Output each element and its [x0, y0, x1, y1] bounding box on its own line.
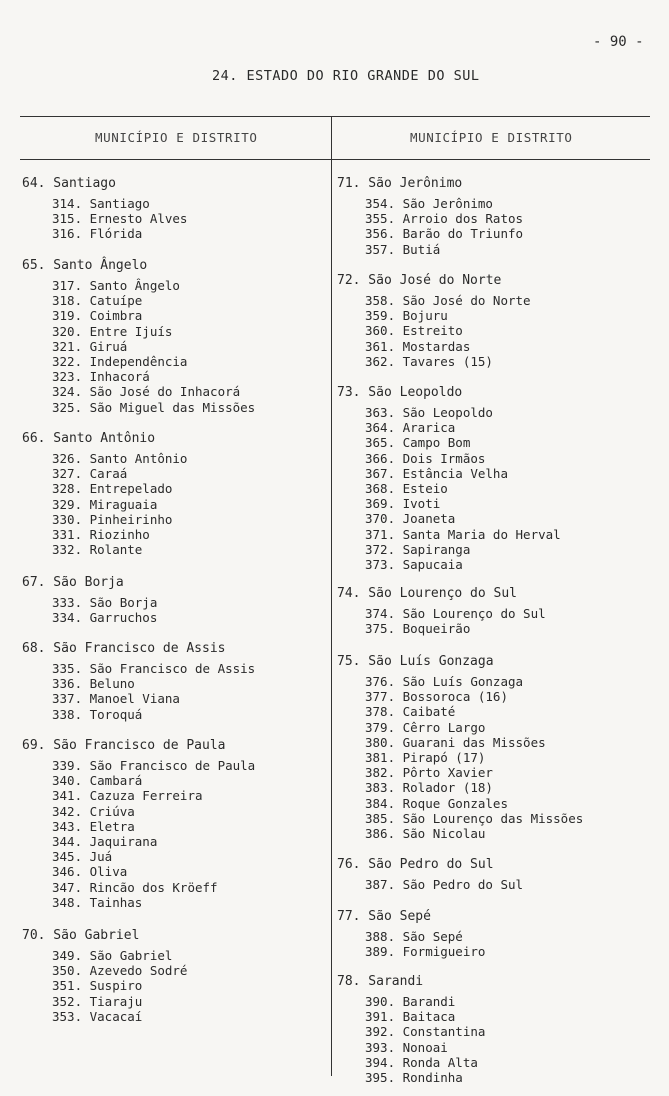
- district-item: 371. Santa Maria do Herval: [365, 526, 561, 542]
- district-item: 373. Sapucaia: [365, 557, 463, 572]
- district-item: 383. Rolador (18): [365, 780, 493, 796]
- district-item: 374. São Lourenço do Sul: [365, 606, 546, 621]
- municipality-heading: 77. São Sepé: [337, 909, 431, 924]
- district-item: 364. Ararica: [365, 420, 456, 436]
- top-rule: [20, 116, 650, 117]
- district-item: 356. Barão do Triunfo: [365, 226, 524, 242]
- district-item: 316. Flórida: [52, 226, 143, 242]
- municipality-heading: 76. São Pedro do Sul: [337, 857, 494, 872]
- district-item: 333. São Borja: [52, 595, 158, 610]
- district-item: 394. Ronda Alta: [365, 1054, 478, 1070]
- district-item: 382. Pôrto Xavier: [365, 765, 493, 781]
- district-item: 328. Entrepelado: [52, 481, 173, 497]
- district-item: 380. Guarani das Missões: [365, 734, 546, 750]
- district-item: 395. Rondinha: [365, 1070, 463, 1085]
- district-item: 335. São Francisco de Assis: [52, 661, 256, 676]
- municipality-heading: 75. São Luís Gonzaga: [337, 654, 494, 669]
- municipality-heading: 67. São Borja: [22, 575, 124, 590]
- page-title: 24. ESTADO DO RIO GRANDE DO SUL: [212, 68, 480, 84]
- district-item: 327. Caraá: [52, 466, 128, 482]
- municipality-heading: 73. São Leopoldo: [337, 385, 463, 400]
- district-item: 331. Riozinho: [52, 527, 150, 542]
- district-item: 354. São Jerônimo: [365, 196, 493, 211]
- municipality-heading: 74. São Lourenço do Sul: [337, 586, 518, 601]
- district-item: 375. Boqueirão: [365, 621, 471, 637]
- district-item: 322. Independência: [52, 354, 188, 369]
- district-item: 369. Ivoti: [365, 496, 441, 512]
- district-item: 385. São Lourenço das Missões: [365, 810, 584, 826]
- district-item: 388. São Sepé: [365, 929, 463, 944]
- district-item: 319. Coimbra: [52, 308, 143, 324]
- municipality-heading: 78. Sarandi: [337, 974, 424, 989]
- district-item: 362. Tavares (15): [365, 353, 493, 369]
- district-item: 378. Caibaté: [365, 704, 456, 720]
- district-item: 365. Campo Bom: [365, 435, 471, 451]
- district-item: 351. Suspiro: [52, 978, 143, 994]
- district-item: 370. Joaneta: [365, 511, 456, 527]
- district-item: 389. Formigueiro: [365, 944, 486, 960]
- district-item: 347. Rincão dos Kröeff: [52, 879, 218, 895]
- district-item: 381. Pirapó (17): [365, 750, 486, 765]
- district-item: 326. Santo Antônio: [52, 451, 188, 466]
- municipality-heading: 69. São Francisco de Paula: [22, 738, 226, 753]
- page-number: - 90 -: [593, 34, 644, 50]
- district-item: 357. Butiá: [365, 241, 441, 257]
- district-item: 363. São Leopoldo: [365, 405, 493, 420]
- district-item: 329. Miraguaia: [52, 496, 158, 512]
- district-item: 391. Baitaca: [365, 1009, 456, 1025]
- municipality-heading: 65. Santo Ângelo: [22, 258, 148, 273]
- district-item: 350. Azevedo Sodré: [52, 963, 188, 979]
- district-item: 345. Juá: [52, 849, 113, 865]
- district-item: 318. Catuípe: [52, 293, 143, 309]
- district-item: 377. Bossoroca (16): [365, 689, 508, 705]
- district-item: 358. São José do Norte: [365, 293, 531, 308]
- district-item: 361. Mostardas: [365, 338, 471, 354]
- district-item: 390. Barandi: [365, 994, 456, 1009]
- district-item: 330. Pinheirinho: [52, 511, 173, 527]
- district-item: 314. Santiago: [52, 196, 150, 211]
- district-item: 344. Jaquirana: [52, 834, 158, 849]
- district-item: 348. Tainhas: [52, 894, 143, 910]
- district-item: 339. São Francisco de Paula: [52, 758, 256, 773]
- municipality-heading: 72. São José do Norte: [337, 273, 502, 288]
- district-item: 342. Criúva: [52, 803, 135, 819]
- district-item: 325. São Miguel das Missões: [52, 399, 256, 415]
- district-item: 338. Toroquá: [52, 706, 143, 722]
- district-item: 386. São Nicolau: [365, 826, 486, 841]
- district-item: 387. São Pedro do Sul: [365, 877, 524, 892]
- district-item: 379. Cêrro Largo: [365, 719, 486, 735]
- district-item: 337. Manoel Viana: [52, 691, 180, 707]
- header-bottom-rule: [20, 159, 650, 160]
- district-item: 315. Ernesto Alves: [52, 211, 188, 227]
- district-item: 332. Rolante: [52, 542, 143, 558]
- column-header-right: MUNICÍPIO E DISTRITO: [410, 130, 573, 145]
- district-item: 367. Estância Velha: [365, 465, 508, 481]
- district-item: 343. Eletra: [52, 818, 135, 834]
- district-item: 349. São Gabriel: [52, 948, 173, 963]
- district-item: 317. Santo Ângelo: [52, 278, 180, 293]
- district-item: 321. Giruá: [52, 338, 128, 354]
- district-item: 372. Sapiranga: [365, 541, 471, 557]
- district-item: 336. Beluno: [52, 676, 135, 692]
- district-item: 324. São José do Inhacorá: [52, 384, 241, 400]
- district-item: 392. Constantina: [365, 1024, 486, 1040]
- district-item: 359. Bojuru: [365, 308, 448, 324]
- municipality-heading: 70. São Gabriel: [22, 928, 140, 943]
- district-item: 368. Esteio: [365, 481, 448, 496]
- column-header-left: MUNICÍPIO E DISTRITO: [95, 130, 258, 145]
- column-divider: [331, 116, 332, 1076]
- district-item: 346. Oliva: [52, 864, 128, 880]
- district-item: 320. Entre Ijuís: [52, 323, 173, 339]
- district-item: 376. São Luís Gonzaga: [365, 674, 524, 689]
- district-item: 334. Garruchos: [52, 610, 158, 626]
- district-item: 384. Roque Gonzales: [365, 795, 508, 811]
- district-item: 323. Inhacorá: [52, 369, 150, 385]
- district-item: 360. Estreito: [365, 323, 463, 339]
- municipality-heading: 66. Santo Antônio: [22, 431, 156, 446]
- district-item: 366. Dois Irmãos: [365, 450, 486, 466]
- district-item: 353. Vacacaí: [52, 1008, 143, 1024]
- municipality-heading: 64. Santiago: [22, 176, 116, 191]
- district-item: 393. Nonoai: [365, 1039, 448, 1055]
- municipality-heading: 71. São Jerônimo: [337, 176, 463, 191]
- district-item: 340. Cambará: [52, 773, 143, 789]
- district-item: 341. Cazuza Ferreira: [52, 788, 203, 804]
- district-item: 355. Arroio dos Ratos: [365, 211, 524, 227]
- district-item: 352. Tiaraju: [52, 993, 143, 1009]
- municipality-heading: 68. São Francisco de Assis: [22, 641, 226, 656]
